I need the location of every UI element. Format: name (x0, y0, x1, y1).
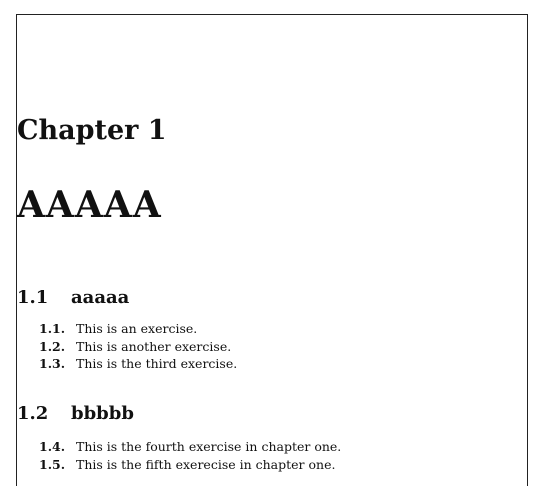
exercise-item (39, 338, 237, 356)
exercise-label: 1.2. (39, 338, 66, 354)
exercise-text: This is the fourth exercise in chapter one. (75, 439, 342, 454)
section-number: 1.1 (17, 287, 49, 308)
section-heading (17, 403, 134, 425)
chapter-title: AAAAA (17, 184, 162, 226)
exercise-text: This is the third exercise. (75, 356, 238, 371)
exercise-item (39, 456, 341, 474)
document-page (16, 14, 528, 486)
exercise-label: 1.1. (39, 321, 66, 336)
exercise-text: This is an exercise. (75, 321, 198, 336)
chapter-label: Chapter 1 (17, 115, 167, 146)
exercise-list (39, 320, 237, 373)
section-number: 1.2 (17, 403, 49, 424)
exercise-text: This is another exercise. (75, 338, 232, 354)
exercise-item (39, 355, 237, 373)
section-title: aaaaa (71, 287, 130, 308)
exercise-text: This is the fifth exerecise in chapter one. (75, 456, 336, 472)
exercise-label: 1.3. (39, 356, 66, 371)
exercise-item (39, 438, 341, 456)
section-heading (17, 287, 129, 309)
section-title: bbbbb (71, 403, 134, 424)
exercise-label: 1.4. (39, 439, 66, 454)
exercise-label: 1.5. (39, 456, 66, 472)
exercise-list (39, 438, 341, 473)
exercise-item (39, 320, 237, 338)
